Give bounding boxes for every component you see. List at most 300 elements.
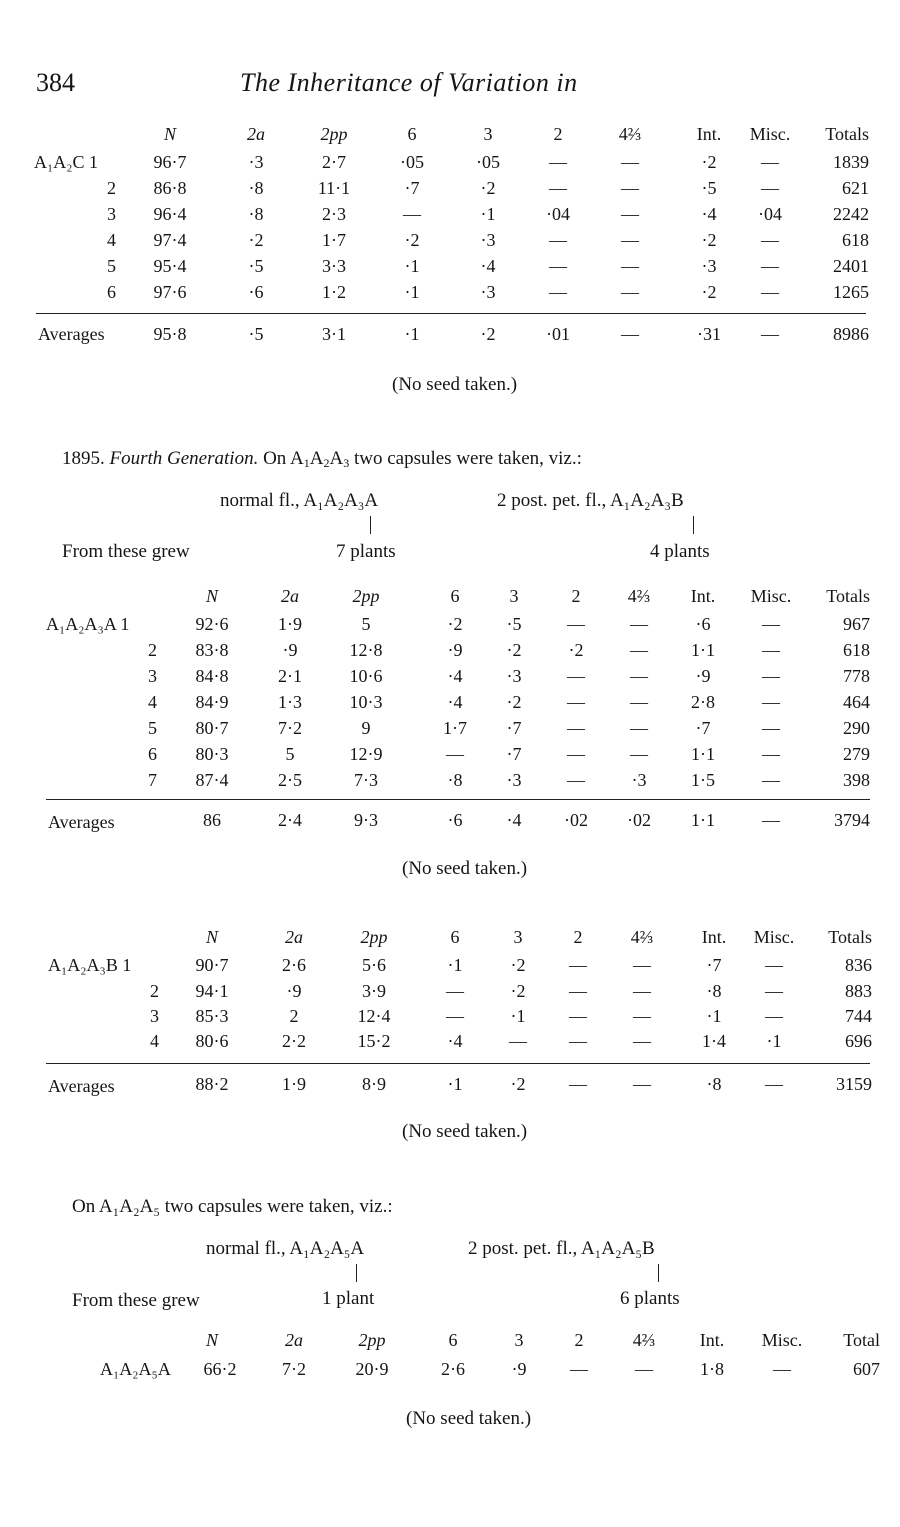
column-header: Int. <box>699 1330 725 1350</box>
table-cell: 744 <box>845 1006 872 1026</box>
row-label: 4 <box>107 230 116 250</box>
table-cell: ·6 <box>695 614 711 634</box>
table-cell: 1·5 <box>691 770 715 790</box>
row-label: 6 <box>107 282 116 302</box>
table-cell: ·4 <box>447 666 463 686</box>
table-cell: 1·8 <box>700 1359 724 1379</box>
column-header: 2pp <box>360 927 388 947</box>
table-cell: ·1 <box>480 204 496 224</box>
table-cell: 2242 <box>833 204 869 224</box>
table-cell: — <box>549 152 567 172</box>
table-cell: — <box>403 204 421 224</box>
table-cell: ·7 <box>706 955 722 975</box>
table-cell: 696 <box>845 1031 872 1051</box>
row-label: 4 <box>148 692 157 712</box>
table-cell: — <box>765 1006 783 1026</box>
table-cell: — <box>761 152 779 172</box>
table-cell: 97·6 <box>153 282 187 302</box>
table-cell: — <box>621 230 639 250</box>
row-label: 3 <box>107 204 116 224</box>
table-cell: ·2 <box>480 178 496 198</box>
table-cell: ·04 <box>546 204 570 224</box>
table-cell: 2·2 <box>282 1031 306 1051</box>
column-header: 2a <box>285 927 303 947</box>
table-cell: — <box>549 230 567 250</box>
table-cell: 2·8 <box>691 692 715 712</box>
column-header: 6 <box>448 1330 458 1350</box>
table-cell: 1·7 <box>443 718 467 738</box>
column-header: 6 <box>450 586 460 606</box>
row-label: 3 <box>150 1006 159 1026</box>
averages-rule <box>36 313 866 314</box>
table-cell: ·3 <box>480 230 496 250</box>
column-header: 4⅔ <box>630 927 654 947</box>
column-header: Int. <box>701 927 727 947</box>
table-cell: ·2 <box>506 692 522 712</box>
running-head: The Inheritance of Variation in <box>240 68 578 97</box>
table-cell: 618 <box>842 230 869 250</box>
table-cell: 11·1 <box>317 178 351 198</box>
averages-label: Averages <box>38 324 105 344</box>
table-cell: — <box>630 718 648 738</box>
table-cell: ·3 <box>701 256 717 276</box>
averages-cell: ·1 <box>447 1074 463 1094</box>
left-connector-line <box>370 516 371 534</box>
table-cell: — <box>549 178 567 198</box>
column-header: Totals <box>826 586 870 606</box>
table-cell: — <box>762 614 780 634</box>
table-cell: 2·5 <box>278 770 302 790</box>
table-cell: 87·4 <box>195 770 229 790</box>
table-cell: 2·7 <box>322 152 346 172</box>
table-cell: ·05 <box>400 152 424 172</box>
table-cell: 90·7 <box>195 955 229 975</box>
table-cell: ·2 <box>568 640 584 660</box>
table-cell: 1265 <box>833 282 869 302</box>
averages-cell: ·2 <box>480 324 496 344</box>
table-cell: 97·4 <box>153 230 187 250</box>
averages-cell: ·02 <box>627 810 651 830</box>
table-cell: ·6 <box>248 282 264 302</box>
table-cell: 10·3 <box>349 692 383 712</box>
year: 1895. <box>62 448 105 469</box>
table-cell: — <box>630 744 648 764</box>
table-cell: 967 <box>843 614 870 634</box>
table-cell: 7·3 <box>354 770 378 790</box>
table-cell: ·05 <box>476 152 500 172</box>
column-header: 2a <box>285 1330 303 1350</box>
table-cell: — <box>567 614 585 634</box>
column-header: N <box>205 586 218 606</box>
row-label: 5 <box>148 718 157 738</box>
table-cell: — <box>567 718 585 738</box>
table-cell: 95·4 <box>153 256 187 276</box>
a5-right-plants-count: 6 plants <box>620 1288 680 1309</box>
table-cell: — <box>567 744 585 764</box>
table-cell: — <box>630 614 648 634</box>
table-cell: — <box>570 1359 588 1379</box>
table-cell: ·3 <box>506 770 522 790</box>
table-cell: 80·3 <box>195 744 229 764</box>
column-header: 6 <box>450 927 460 947</box>
table-cell: 92·6 <box>195 614 229 634</box>
table-cell: — <box>567 692 585 712</box>
no-seed-note: (No seed taken.) <box>406 1408 532 1429</box>
column-header: Misc. <box>761 1330 803 1350</box>
averages-cell: 2·4 <box>278 810 302 830</box>
table-cell: 85·3 <box>195 1006 229 1026</box>
table-cell: ·2 <box>701 230 717 250</box>
row-label: 3 <box>148 666 157 686</box>
table-cell: ·4 <box>447 692 463 712</box>
table-cell: — <box>569 981 587 1001</box>
table-cell: ·2 <box>248 230 264 250</box>
table-cell: — <box>761 178 779 198</box>
table-cell: ·3 <box>248 152 264 172</box>
right-connector-line <box>693 516 694 534</box>
averages-cell: — <box>569 1074 587 1094</box>
table-cell: — <box>633 981 651 1001</box>
table-cell: — <box>549 256 567 276</box>
averages-cell: — <box>761 324 779 344</box>
table-cell: ·3 <box>631 770 647 790</box>
averages-cell: ·2 <box>510 1074 526 1094</box>
averages-cell: 3159 <box>836 1074 872 1094</box>
table-cell: 2401 <box>833 256 869 276</box>
table-cell: 290 <box>843 718 870 738</box>
table-cell: ·1 <box>510 1006 526 1026</box>
section-a5-heading: On A₁A₂A₅ two capsules were taken, viz.: <box>72 1196 393 1217</box>
table-cell: — <box>765 955 783 975</box>
averages-cell: ·01 <box>546 324 570 344</box>
table-cell: ·5 <box>506 614 522 634</box>
table-cell: — <box>762 692 780 712</box>
table-cell: 836 <box>845 955 872 975</box>
column-header: Total <box>843 1330 880 1350</box>
table-cell: 1839 <box>833 152 869 172</box>
table-cell: 12·9 <box>349 744 383 764</box>
averages-label: Averages <box>48 812 115 832</box>
column-header: Totals <box>825 124 869 144</box>
table-cell: ·2 <box>510 955 526 975</box>
table-cell: 778 <box>843 666 870 686</box>
table-cell: ·9 <box>282 640 298 660</box>
averages-cell: 95·8 <box>153 324 187 344</box>
table-cell: 83·8 <box>195 640 229 660</box>
table-cell: 3·9 <box>362 981 386 1001</box>
table-cell: 2·3 <box>322 204 346 224</box>
table-cell: ·4 <box>447 1031 463 1051</box>
averages-cell: 88·2 <box>195 1074 229 1094</box>
section-1895-text-post: two capsules were taken, viz.: <box>349 448 582 469</box>
averages-rule <box>46 799 870 800</box>
column-header: 2 <box>574 1330 584 1350</box>
table-cell: 1·4 <box>702 1031 726 1051</box>
averages-cell: 1·1 <box>691 810 715 830</box>
table-cell: 1·7 <box>322 230 346 250</box>
table-cell: — <box>621 204 639 224</box>
averages-rule <box>46 1063 870 1064</box>
table-cell: 86·8 <box>153 178 187 198</box>
averages-cell: 8·9 <box>362 1074 386 1094</box>
table-cell: 621 <box>842 178 869 198</box>
table-cell: — <box>633 955 651 975</box>
averages-cell: ·31 <box>697 324 721 344</box>
row-label: 5 <box>107 256 116 276</box>
column-header: Int. <box>696 124 722 144</box>
column-header: 2a <box>247 124 265 144</box>
column-header: Int. <box>690 586 716 606</box>
column-header: 2a <box>281 586 299 606</box>
table-cell: 618 <box>843 640 870 660</box>
table-cell: — <box>509 1031 527 1051</box>
table-cell: 80·6 <box>195 1031 229 1051</box>
averages-cell: 8986 <box>833 324 869 344</box>
column-header: 4⅔ <box>618 124 642 144</box>
table-cell: 5 <box>285 744 295 764</box>
table-cell: ·9 <box>286 981 302 1001</box>
row-label: A₁A₂A₅A <box>100 1359 171 1379</box>
table-cell: — <box>621 282 639 302</box>
column-header: 3 <box>509 586 519 606</box>
averages-cell: ·5 <box>248 324 264 344</box>
table-cell: 3·3 <box>322 256 346 276</box>
table-cell: — <box>765 981 783 1001</box>
row-label: A₁A₂C 1 <box>34 152 99 172</box>
table-cell: ·1 <box>404 256 420 276</box>
table-cell: ·7 <box>695 718 711 738</box>
table-cell: ·4 <box>701 204 717 224</box>
table-cell: 7·2 <box>282 1359 306 1379</box>
table-cell: ·3 <box>506 666 522 686</box>
table-cell: ·9 <box>695 666 711 686</box>
table-cell: 2·6 <box>441 1359 465 1379</box>
table-cell: 279 <box>843 744 870 764</box>
averages-cell: — <box>762 810 780 830</box>
table-cell: — <box>633 1006 651 1026</box>
table-cell: — <box>569 1031 587 1051</box>
averages-cell: ·4 <box>506 810 522 830</box>
table-cell: 1·2 <box>322 282 346 302</box>
table-cell: 10·6 <box>349 666 383 686</box>
table-cell: — <box>630 692 648 712</box>
generation-title: Fourth Generation. <box>109 448 259 469</box>
table-cell: ·8 <box>447 770 463 790</box>
table-cell: — <box>446 981 464 1001</box>
table-cell: 2·6 <box>282 955 306 975</box>
table-cell: 20·9 <box>355 1359 389 1379</box>
table-cell: ·5 <box>248 256 264 276</box>
left-plants-count: 7 plants <box>336 541 396 562</box>
table-cell: — <box>569 955 587 975</box>
table-cell: ·7 <box>506 718 522 738</box>
table-cell: — <box>761 230 779 250</box>
column-header: 2 <box>553 124 563 144</box>
table-cell: 7·2 <box>278 718 302 738</box>
table-cell: — <box>762 718 780 738</box>
averages-cell: 3·1 <box>322 324 346 344</box>
column-header: 2 <box>573 927 583 947</box>
column-header: 2pp <box>320 124 348 144</box>
column-header: Misc. <box>753 927 795 947</box>
row-label: 2 <box>107 178 116 198</box>
table-cell: — <box>567 770 585 790</box>
averages-cell: 86 <box>203 810 221 830</box>
a5-right-connector-line <box>658 1264 659 1282</box>
column-header: 2pp <box>358 1330 386 1350</box>
table-cell: 2·1 <box>278 666 302 686</box>
table-cell: ·2 <box>447 614 463 634</box>
a5-left-connector-line <box>356 1264 357 1282</box>
table-cell: 96·4 <box>153 204 187 224</box>
table-cell: 1·1 <box>691 744 715 764</box>
column-header: N <box>163 124 176 144</box>
averages-cell: ·02 <box>564 810 588 830</box>
left-flower-label: normal fl., A₁A₂A₃A <box>220 490 379 511</box>
averages-cell: — <box>633 1074 651 1094</box>
table-cell: — <box>762 666 780 686</box>
column-header: 2pp <box>352 586 380 606</box>
averages-cell: 1·9 <box>282 1074 306 1094</box>
table-cell: 464 <box>843 692 870 712</box>
table-cell: ·2 <box>510 981 526 1001</box>
table-cell: 398 <box>843 770 870 790</box>
table-cell: 1·9 <box>278 614 302 634</box>
column-header: 4⅔ <box>627 586 651 606</box>
right-plants-count: 4 plants <box>650 541 710 562</box>
table-cell: 84·9 <box>195 692 229 712</box>
table-cell: ·4 <box>480 256 496 276</box>
table-cell: ·2 <box>404 230 420 250</box>
table-cell: 66·2 <box>203 1359 237 1379</box>
averages-cell: ·8 <box>706 1074 722 1094</box>
a5-grew-label: From these grew <box>72 1290 200 1311</box>
averages-cell: 9·3 <box>354 810 378 830</box>
table-cell: — <box>633 1031 651 1051</box>
row-label: A₁A₂A₃B 1 <box>48 955 132 975</box>
row-label: 6 <box>148 744 157 764</box>
table-cell: 9 <box>361 718 371 738</box>
no-seed-note: (No seed taken.) <box>402 858 528 879</box>
table-cell: — <box>621 178 639 198</box>
table-cell: — <box>567 666 585 686</box>
table-cell: — <box>621 256 639 276</box>
column-header: 3 <box>514 1330 524 1350</box>
column-header: Misc. <box>749 124 791 144</box>
section-1895-text-pre: On A <box>263 448 304 469</box>
column-header: N <box>205 927 218 947</box>
table-cell: — <box>621 152 639 172</box>
averages-cell: ·1 <box>404 324 420 344</box>
table-cell: ·7 <box>506 744 522 764</box>
table-cell: — <box>630 640 648 660</box>
averages-cell: 3794 <box>834 810 870 830</box>
table-cell: 84·8 <box>195 666 229 686</box>
a5-left-flower-label: normal fl., A₁A₂A₅A <box>206 1238 365 1259</box>
table-cell: 607 <box>853 1359 880 1379</box>
table-cell: 12·4 <box>357 1006 391 1026</box>
no-seed-note: (No seed taken.) <box>402 1121 528 1142</box>
table-cell: ·1 <box>766 1031 782 1051</box>
table-cell: 2 <box>289 1006 299 1026</box>
section-1895-heading: 1895. Fourth Generation. On $A_1A_2A_3$ two capsules were taken, viz.: <box>62 448 582 470</box>
table-cell: 1·3 <box>278 692 302 712</box>
table-cell: — <box>446 1006 464 1026</box>
averages-label: Averages <box>48 1076 115 1096</box>
column-header: Totals <box>828 927 872 947</box>
table-cell: 12·8 <box>349 640 383 660</box>
averages-cell: — <box>621 324 639 344</box>
table-cell: 1·1 <box>691 640 715 660</box>
table-cell: — <box>762 640 780 660</box>
table-cell: ·5 <box>701 178 717 198</box>
column-header: 6 <box>407 124 417 144</box>
averages-cell: — <box>765 1074 783 1094</box>
column-header: 2 <box>571 586 581 606</box>
no-seed-note: (No seed taken.) <box>392 374 518 395</box>
table-cell: ·8 <box>248 178 264 198</box>
table-cell: — <box>762 744 780 764</box>
column-header: 3 <box>513 927 523 947</box>
table-cell: — <box>446 744 464 764</box>
table-cell: ·1 <box>706 1006 722 1026</box>
table-cell: ·2 <box>506 640 522 660</box>
table-cell: — <box>635 1359 653 1379</box>
table-cell: ·04 <box>758 204 782 224</box>
table-cell: ·7 <box>404 178 420 198</box>
table-cell: — <box>569 1006 587 1026</box>
column-header: 3 <box>483 124 493 144</box>
grew-label: From these grew <box>62 541 190 562</box>
row-label: A₁A₂A₃A 1 <box>46 614 130 634</box>
table-cell: — <box>630 666 648 686</box>
table-cell: — <box>773 1359 791 1379</box>
table-cell: ·2 <box>701 282 717 302</box>
column-header: 4⅔ <box>632 1330 656 1350</box>
table-cell: ·8 <box>248 204 264 224</box>
table-cell: ·1 <box>404 282 420 302</box>
table-cell: ·2 <box>701 152 717 172</box>
row-label: 2 <box>150 981 159 1001</box>
table-cell: ·1 <box>447 955 463 975</box>
table-cell: ·3 <box>480 282 496 302</box>
table-cell: — <box>762 770 780 790</box>
row-label: 7 <box>148 770 157 790</box>
page-number: 384 <box>36 68 75 97</box>
table-cell: 94·1 <box>195 981 229 1001</box>
table-cell: — <box>761 256 779 276</box>
table-cell: — <box>549 282 567 302</box>
table-cell: ·8 <box>706 981 722 1001</box>
column-header: Misc. <box>750 586 792 606</box>
table-cell: 5 <box>361 614 371 634</box>
row-label: 2 <box>148 640 157 660</box>
table-cell: 5·6 <box>362 955 386 975</box>
table-cell: — <box>761 282 779 302</box>
right-flower-label: 2 post. pet. fl., A₁A₂A₃B <box>497 490 684 511</box>
table-cell: 80·7 <box>195 718 229 738</box>
a5-left-plants-count: 1 plant <box>322 1288 375 1309</box>
averages-cell: ·6 <box>447 810 463 830</box>
table-cell: ·9 <box>447 640 463 660</box>
row-label: 4 <box>150 1031 159 1051</box>
a5-right-flower-label: 2 post. pet. fl., A₁A₂A₅B <box>468 1238 655 1259</box>
table-cell: 883 <box>845 981 872 1001</box>
table-cell: 96·7 <box>153 152 187 172</box>
table-cell: ·9 <box>511 1359 527 1379</box>
table-cell: 15·2 <box>357 1031 391 1051</box>
column-header: N <box>205 1330 218 1350</box>
